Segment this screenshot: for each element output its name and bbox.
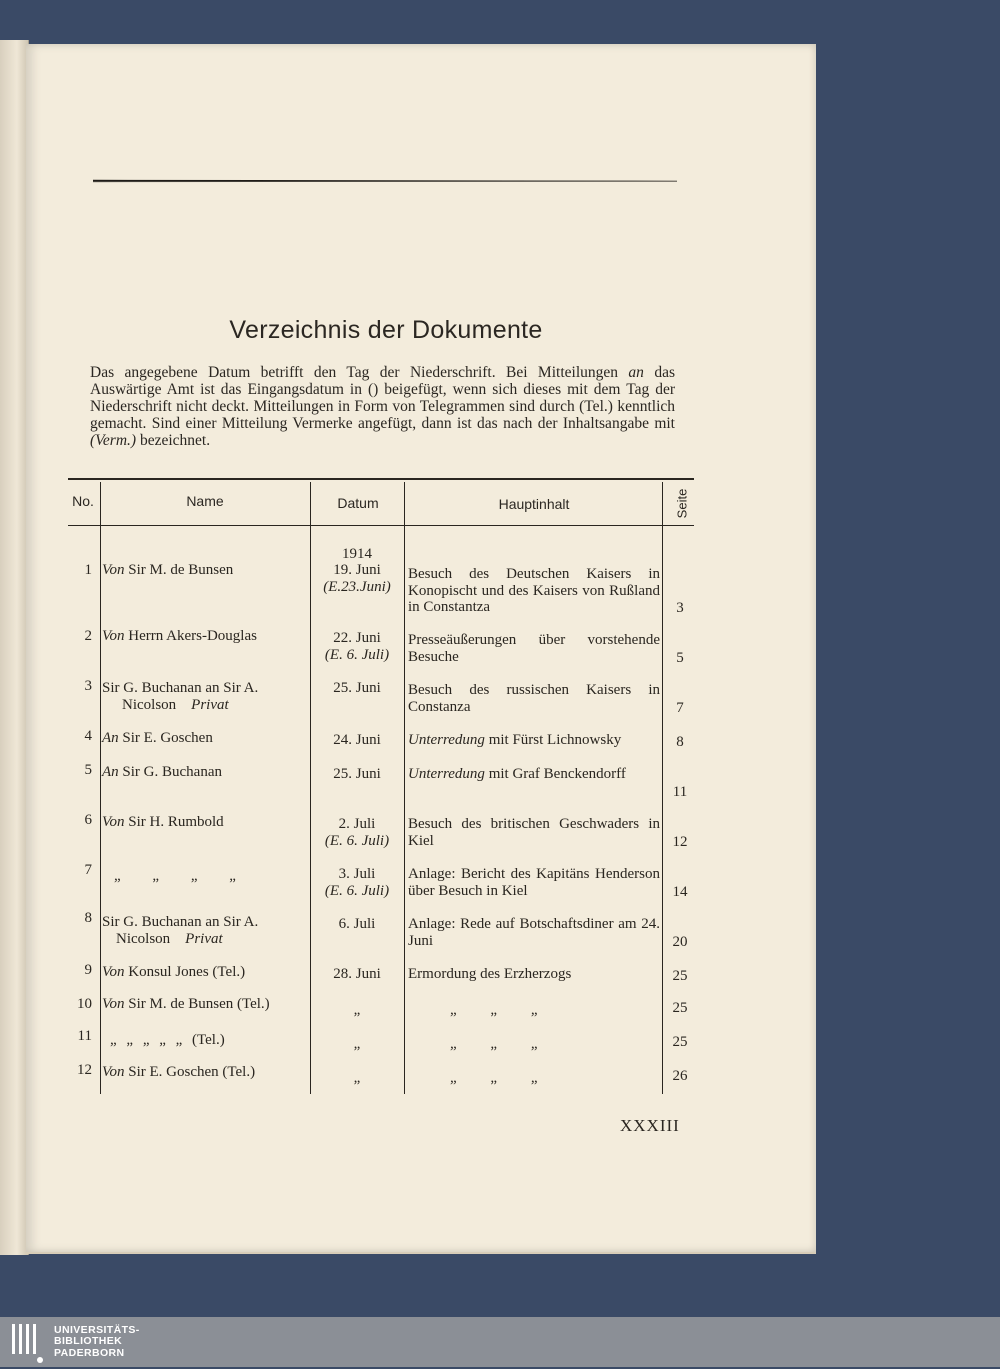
row-no: 5 bbox=[84, 762, 92, 778]
row-datum: 3. Juli (E. 6. Juli) bbox=[324, 866, 390, 899]
footer-band bbox=[0, 1317, 1000, 1367]
row-seite: 25 bbox=[672, 1034, 688, 1050]
row-inhalt: Unterredung mit Graf Benckendorff bbox=[408, 766, 626, 782]
table-top-rule bbox=[68, 478, 694, 480]
row-name: Von Sir M. de Bunsen (Tel.) bbox=[102, 996, 270, 1012]
row-datum: 2. Juli (E. 6. Juli) bbox=[324, 816, 390, 849]
row-datum: 6. Juli bbox=[338, 916, 376, 932]
row-inhalt: Besuch des britischen Geschwaders in Kiel bbox=[408, 816, 660, 849]
header-seite: Seite bbox=[674, 488, 690, 518]
row-name: Von Sir M. de Bunsen bbox=[102, 562, 234, 578]
row-datum: „ bbox=[353, 1070, 361, 1086]
row-name: Von Sir H. Rumbold bbox=[102, 814, 224, 830]
header-bottom-rule bbox=[68, 525, 694, 526]
row-seite: 25 bbox=[672, 1000, 688, 1016]
header-datum: Datum bbox=[337, 495, 379, 511]
row-datum: 22. Juni (E. 6. Juli) bbox=[324, 630, 390, 663]
row-name: „ „ „ „ „ (Tel.) bbox=[110, 1032, 225, 1048]
row-datum: „ bbox=[353, 1036, 361, 1052]
library-logo-icon bbox=[10, 1322, 46, 1362]
row-name: Von Konsul Jones (Tel.) bbox=[102, 964, 246, 980]
header-no: No. bbox=[72, 493, 94, 509]
row-name: An Sir G. Buchanan bbox=[102, 764, 222, 780]
row-inhalt: Besuch des russischen Kaisers in Constanza bbox=[408, 682, 660, 715]
library-logo bbox=[10, 1322, 140, 1362]
column-divider bbox=[100, 482, 101, 1094]
row-name: Sir G. Buchanan an Sir A. Nicolson Privat bbox=[102, 914, 259, 947]
row-inhalt: Anlage: Rede auf Botschaftsdiner am 24. Juni bbox=[408, 916, 660, 949]
row-seite: 5 bbox=[676, 650, 684, 666]
column-divider bbox=[404, 482, 405, 1094]
page-number: XXXIII bbox=[620, 1116, 680, 1135]
row-seite: 7 bbox=[676, 700, 684, 716]
book-left-edge bbox=[0, 40, 29, 1255]
row-seite: 3 bbox=[676, 600, 684, 616]
row-seite: 11 bbox=[672, 784, 688, 800]
row-no: 7 bbox=[84, 862, 92, 878]
row-no: 8 bbox=[84, 910, 92, 926]
row-datum: 25. Juni bbox=[333, 766, 381, 782]
row-seite: 12 bbox=[672, 834, 688, 850]
row-name: Von Herrn Akers-Douglas bbox=[102, 628, 257, 644]
row-datum: 19. Juni (E.23.Juni) bbox=[323, 562, 391, 595]
row-no: 1 bbox=[84, 562, 92, 578]
header-hauptinhalt: Hauptinhalt bbox=[498, 496, 570, 512]
header-name: Name bbox=[186, 493, 224, 509]
row-no: 11 bbox=[77, 1028, 92, 1044]
row-inhalt: Besuch des Deutschen Kaisers in Konopischt und des Kaisers von Rußland in Constantza bbox=[408, 566, 660, 615]
row-datum: 28. Juni bbox=[333, 966, 381, 982]
row-seite: 8 bbox=[676, 734, 684, 750]
row-inhalt: Unterredung mit Fürst Lichnowsky bbox=[408, 732, 622, 748]
row-no: 4 bbox=[84, 728, 92, 744]
row-datum: 24. Juni bbox=[333, 732, 381, 748]
document-page bbox=[26, 44, 816, 1254]
row-no: 2 bbox=[84, 628, 92, 644]
decorative-top-rule bbox=[93, 178, 677, 184]
row-name: „ „ „ „ bbox=[114, 868, 250, 884]
row-inhalt: „ „ „ bbox=[450, 1036, 538, 1052]
row-no: 10 bbox=[77, 996, 92, 1012]
row-datum: 25. Juni bbox=[333, 680, 381, 696]
row-inhalt: Presseäußerungen über vorstehende Besuche bbox=[408, 632, 660, 665]
row-datum: „ bbox=[353, 1002, 361, 1018]
row-seite: 26 bbox=[672, 1068, 688, 1084]
row-name: Von Sir E. Goschen (Tel.) bbox=[102, 1064, 256, 1080]
row-name: Sir G. Buchanan an Sir A. Nicolson Privat bbox=[102, 680, 259, 713]
row-no: 3 bbox=[84, 678, 92, 694]
row-no: 6 bbox=[84, 812, 92, 828]
row-inhalt: Anlage: Bericht des Kapitäns Henderson über Besuch in Kiel bbox=[408, 866, 660, 899]
row-seite: 25 bbox=[672, 968, 688, 984]
row-name: An Sir E. Goschen bbox=[102, 730, 213, 746]
row-inhalt: „ „ „ bbox=[450, 1002, 538, 1018]
row-seite: 20 bbox=[672, 934, 688, 950]
row-inhalt: Ermordung des Erzherzogs bbox=[408, 966, 572, 982]
row-no: 9 bbox=[84, 962, 92, 978]
library-logo-text: UNIVERSITÄTS- BIBLIOTHEK PADERBORN bbox=[54, 1323, 140, 1359]
intro-paragraph: Das angegebene Datum betrifft den Tag der Niederschrift. Bei Mitteilungen an das Auswärtige Amt ist das Eingangsdatum in () beigefügt, wenn sich dieses mit dem Tag der Niederschrift nicht deckt. Mitteilungen in Form von Telegrammen sind durch (Tel.) kenntlich gemacht. Sind einer Mitteilung Vermerke angefügt, dann ist das nach der Inhaltsangabe mit (Verm.) bezeichnet. bbox=[90, 364, 675, 449]
year-label: 1914 bbox=[342, 546, 372, 562]
row-seite: 14 bbox=[672, 884, 688, 900]
page-title: Verzeichnis der Dokumente bbox=[229, 316, 543, 344]
row-no: 12 bbox=[77, 1062, 92, 1078]
row-inhalt: „ „ „ bbox=[450, 1070, 538, 1086]
